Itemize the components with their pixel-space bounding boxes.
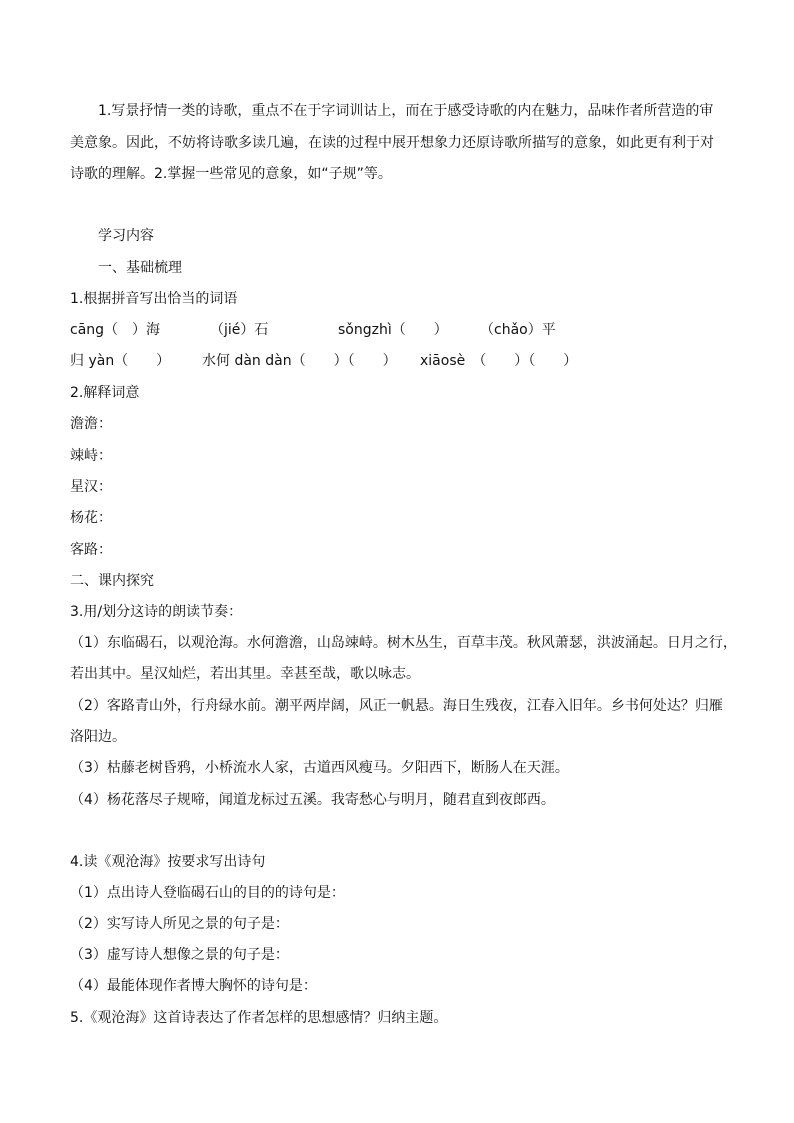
q5-title: 5.《观沧海》这首诗表达了作者怎样的思想感情？归纳主题。: [70, 1010, 448, 1026]
definition-item: 澹澹：: [70, 416, 112, 432]
part1-heading: 一、基础梳理: [98, 260, 182, 276]
poem-2-line-1: （2）客路青山外，行舟绿水前。潮平两岸阔，风正一帆悬。海日生残夜，江春入旧年。乡书何处达？归雁: [70, 698, 723, 714]
intro-line-1: 1.写景抒情一类的诗歌，重点不在于字词训诂上，而在于感受诗歌的内在魅力，品味作者所营造的审: [98, 103, 714, 119]
q4-item: （1）点出诗人登临碣石山的目的的诗句是：: [70, 885, 345, 901]
intro-line-3: 诗歌的理解。2.掌握一些常见的意象，如“子规”等。: [70, 166, 392, 182]
poem-1-line-2: 若出其中。星汉灿烂，若出其里。幸甚至哉，歌以咏志。: [70, 666, 420, 682]
intro-line-2: 美意象。因此，不妨将诗歌多读几遍，在读的过程中展开想象力还原诗歌所描写的意象，如此更有利于对: [70, 135, 714, 151]
poem-4: （4）杨花落尽子规啼，闻道龙标过五溪。我寄愁心与明月，随君直到夜郎西。: [70, 792, 555, 808]
pinyin-row-1: [70, 320, 724, 340]
poem-2-line-2: 洛阳边。: [70, 729, 126, 745]
pinyin-item: （chǎo）平: [480, 322, 556, 338]
q2-title: 2.解释词意: [70, 385, 140, 401]
definition-item: 杨花：: [70, 510, 112, 526]
poem-1-line-1: （1）东临碣石，以观沧海。水何澹澹，山岛竦峙。树木丛生，百草丰茂。秋风萧瑟，洪波涌起。日月之行，: [70, 635, 737, 651]
part2-heading: 二、课内探究: [70, 573, 154, 589]
pinyin-item: sǒngzhì（ ）: [338, 322, 448, 338]
pinyin-item: 归 yàn（ ）: [70, 353, 171, 369]
q4-item: （2）实写诗人所见之景的句子是：: [70, 916, 289, 932]
q4-item: （4）最能体现作者博大胸怀的诗句是：: [70, 978, 317, 994]
pinyin-item: （jié）石: [210, 322, 269, 338]
q4-item: （3）虚写诗人想像之景的句子是：: [70, 947, 289, 963]
q4-title: 4.读《观沧海》按要求写出诗句: [70, 854, 266, 870]
pinyin-row-2: [70, 351, 724, 371]
pinyin-item: cāng（ ）海: [70, 322, 161, 338]
definition-item: 星汉：: [70, 479, 112, 495]
pinyin-item: xiāosè （ ）（ ）: [420, 353, 578, 369]
q1-title: 1.根据拼音写出恰当的词语: [70, 291, 238, 307]
q3-title: 3.用/划分这诗的朗读节奏：: [70, 604, 243, 620]
definition-item: 竦峙：: [70, 448, 112, 464]
section-title: 学习内容: [98, 228, 154, 244]
definition-item: 客路：: [70, 542, 112, 558]
poem-3: （3）枯藤老树昏鸦，小桥流水人家，古道西风瘦马。夕阳西下，断肠人在天涯。: [70, 760, 569, 776]
pinyin-item: 水何 dàn dàn（ ）（ ）: [202, 353, 397, 369]
